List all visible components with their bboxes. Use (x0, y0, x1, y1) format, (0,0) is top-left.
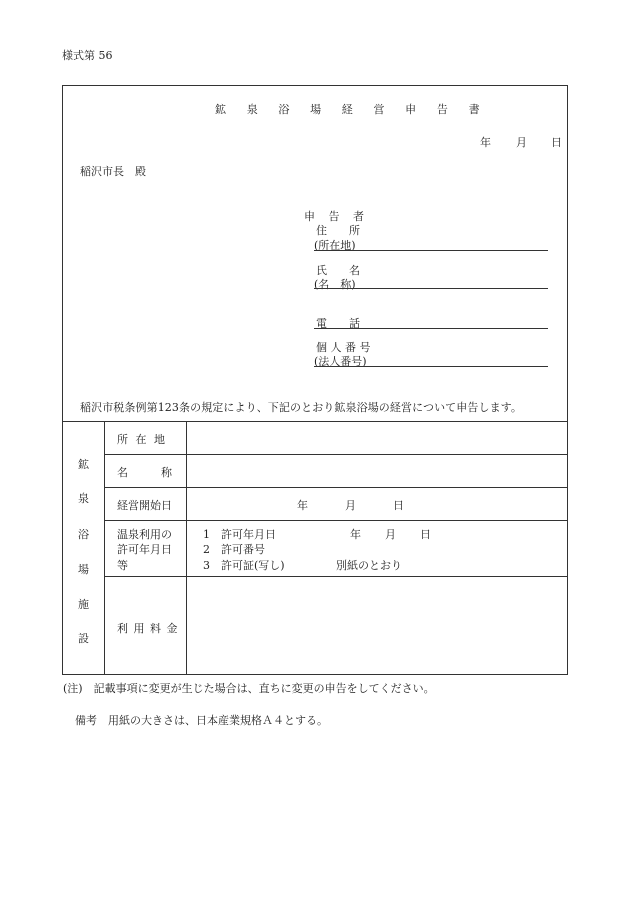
id-number-label: 個 人 番 号 (316, 341, 371, 354)
facility-side-label-char: 鉱 (78, 458, 89, 471)
facility-side-label-char: 施 (78, 598, 89, 611)
id-number-field[interactable] (314, 366, 548, 367)
addressee: 稲沢市長 殿 (80, 165, 146, 178)
address-label: 住 所 (316, 224, 360, 237)
name-sub-label: (名 称) (314, 278, 356, 291)
form-number: 様式第 56 (62, 49, 113, 62)
permit-number-item: 2 許可番号 (203, 543, 265, 556)
remark: 備考 用紙の大きさは、日本産業規格Ａ４とする。 (75, 714, 328, 727)
start-date-month: 月 (345, 499, 356, 512)
permit-label-line: 等 (117, 559, 128, 572)
fee-label: 利 用 料 金 (117, 622, 179, 635)
table-side-divider (104, 421, 105, 675)
table-row-divider (104, 520, 568, 521)
location-label: 所 在 地 (117, 433, 167, 446)
start-date-label: 経営開始日 (117, 499, 172, 512)
permit-label-line: 温泉利用の (117, 528, 172, 541)
id-number-sub-label: (法人番号) (314, 355, 367, 368)
phone-label: 電 話 (316, 317, 360, 330)
permit-date-year: 年 (350, 528, 361, 541)
date-day-label: 日 (551, 136, 562, 149)
fee-field[interactable] (187, 577, 567, 674)
address-field[interactable] (314, 250, 548, 251)
permit-date-month: 月 (385, 528, 396, 541)
declarant-label: 申 告 者 (304, 210, 369, 223)
table-row-divider (104, 487, 568, 488)
name-label: 氏 名 (316, 264, 360, 277)
document-title: 鉱 泉 浴 場 経 営 申 告 書 (215, 103, 489, 116)
facility-side-label-char: 泉 (78, 492, 89, 505)
address-sub-label: (所在地) (314, 239, 356, 252)
name-field[interactable] (314, 288, 548, 289)
permit-label-line: 許可年月日 (117, 543, 172, 556)
note: (注) 記載事項に変更が生じた場合は、直ちに変更の申告をしてください。 (63, 682, 435, 695)
start-date-day: 日 (393, 499, 404, 512)
facility-side-label-char: 場 (78, 563, 89, 576)
permit-copy-value: 別紙のとおり (336, 559, 402, 572)
facility-side-label-char: 設 (78, 632, 89, 645)
phone-field[interactable] (314, 328, 548, 329)
declaration-statement: 稲沢市税条例第123条の規定により、下記のとおり鉱泉浴場の経営について申告します。 (80, 401, 522, 414)
permit-date-item: 1 許可年月日 (203, 528, 276, 541)
permit-date-day: 日 (420, 528, 431, 541)
date-month-label: 月 (516, 136, 527, 149)
facility-side-label-char: 浴 (78, 528, 89, 541)
facility-name-field[interactable] (187, 455, 567, 487)
permit-copy-item: 3 許可証(写し) (203, 559, 285, 572)
start-date-year: 年 (297, 499, 308, 512)
date-year-label: 年 (480, 136, 491, 149)
location-field[interactable] (187, 422, 567, 454)
facility-name-label: 名 称 (117, 466, 172, 479)
